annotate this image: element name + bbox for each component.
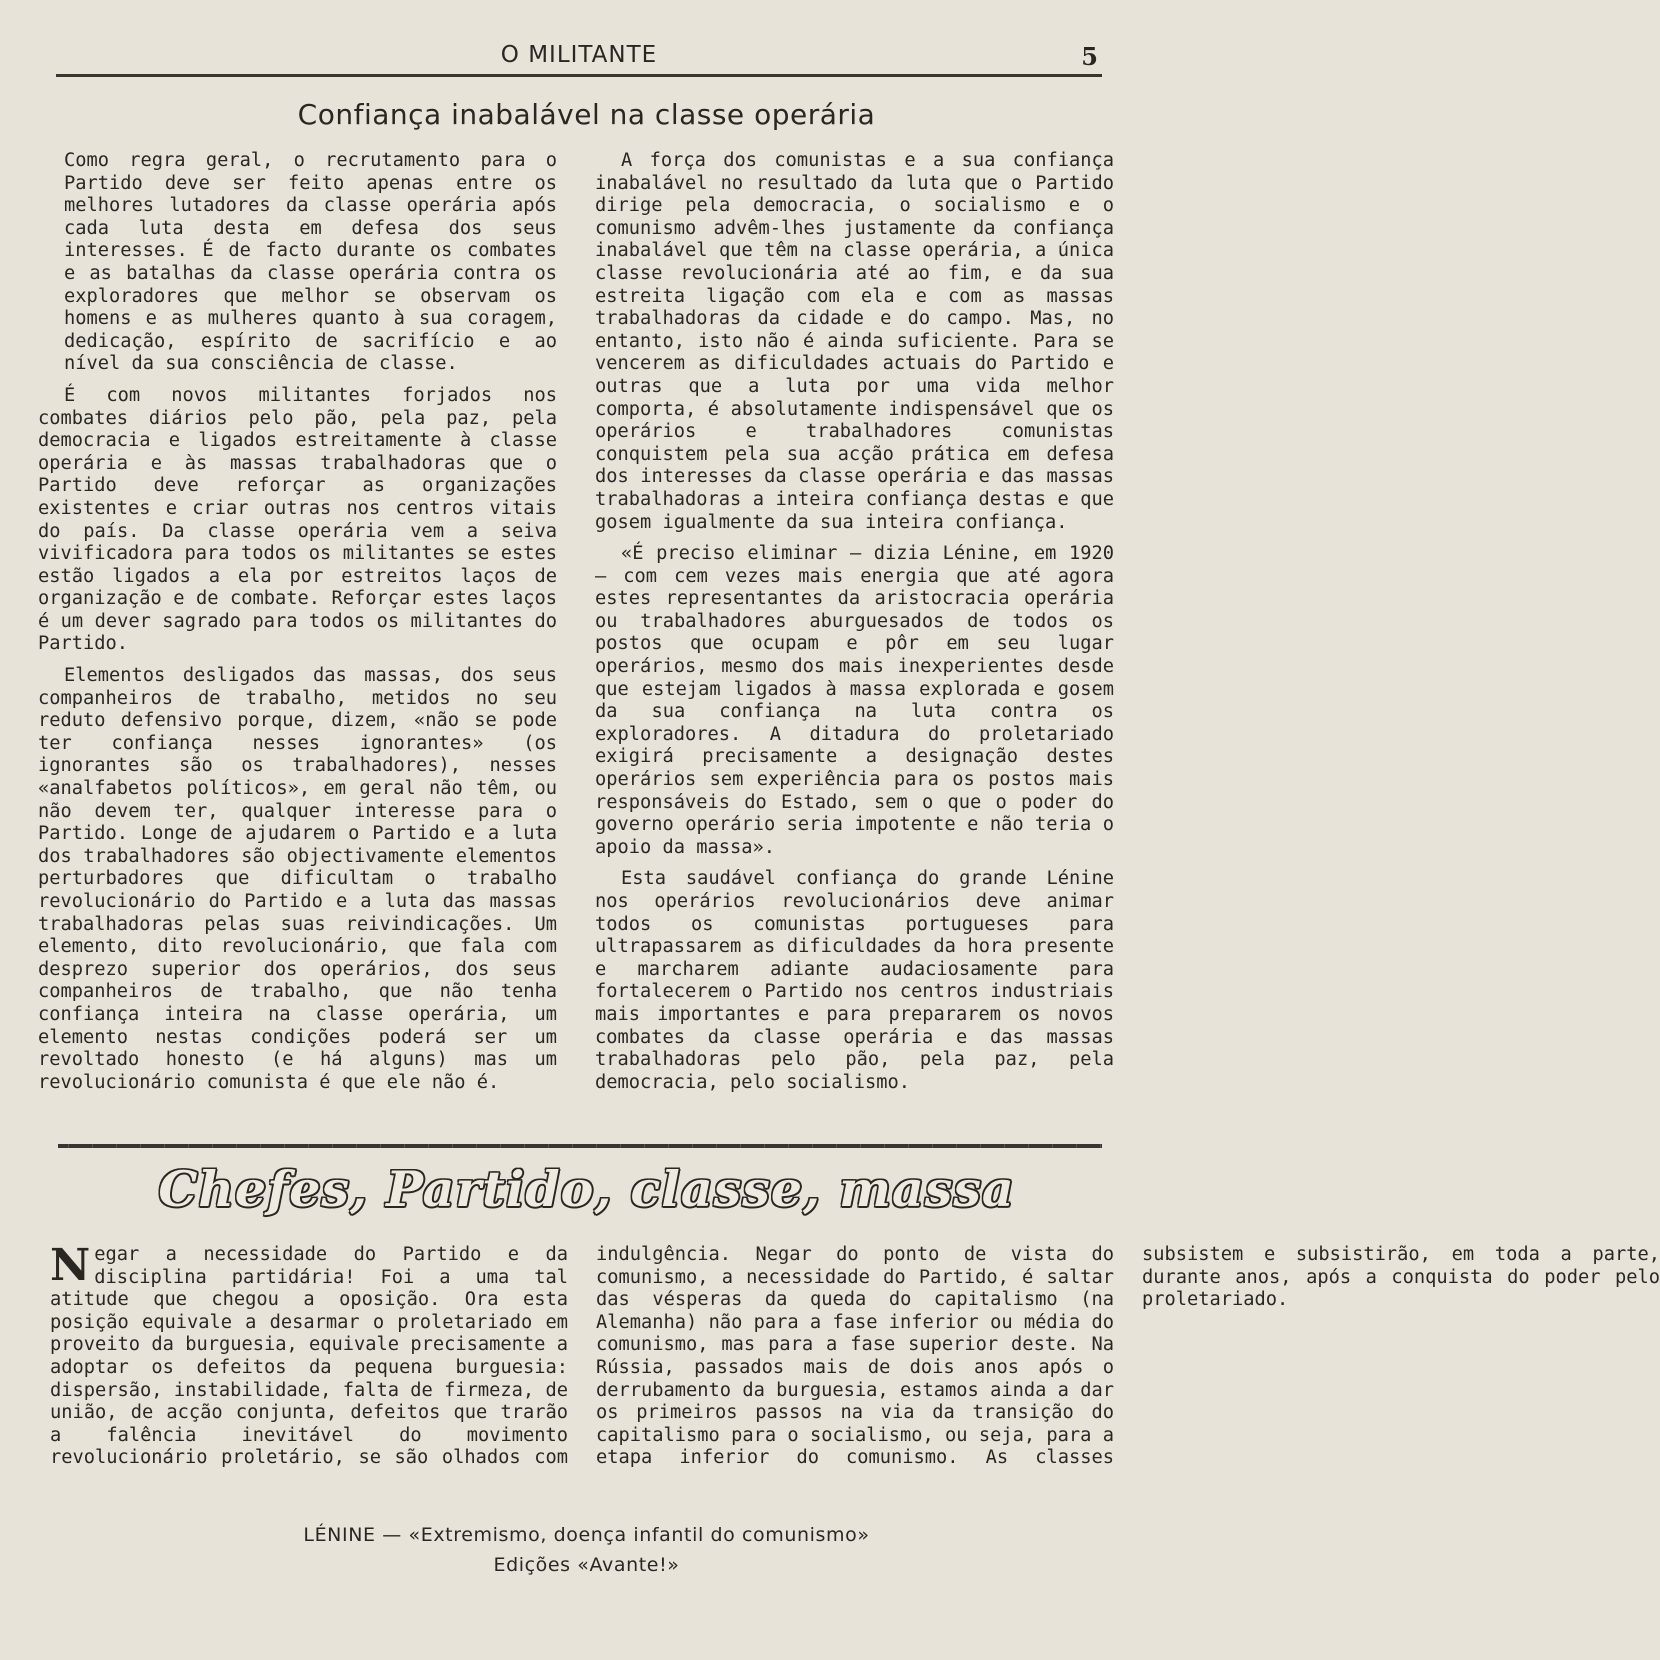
running-head: [56, 40, 1102, 77]
source-citation: [0, 1524, 1173, 1576]
article-1-paragraph: É com novos militantes forjados nos combates diários pelo pão, pela paz, pela democracia e ligados estreitamente à classe operária e às massas trabalhadoras que o Partido deve reforçar as organizações existentes e criar outras nos centros vitais do país. Da classe operária vem a seiva vivificadora para todos os militantes se estes estão ligados a ela por estreitos laços de organização e de combate. Reforçar estes laços é um dever sagrado para todos os militantes do Partido.: [38, 384, 557, 655]
source-publisher: Edições «Avante!»: [493, 1554, 680, 1576]
article-2-text: egar a necessidade do Partido e da disciplina partidária! Foi a uma tal atitude que chegou a oposição. Ora esta posição equivale a desarmar o proletariado em proveito da burguesia, equivale precisamente a adoptar os defeitos da pequena burguesia: dispersão, instabilidade, falta de firmeza, de união, de acção conjunta, defeitos que trarão a falência inevitável do movimento revolucionário proletário, se são olhados com indulgência. Negar do ponto de vista do comunismo, a necessidade do Partido, é saltar das vésperas da queda do capitalismo (na Alemanha) não para a fase inferior ou média do comunismo, mas para a fase superior deste. Na Rússia, passados mais de dois anos após o derrubamento da burguesia, estamos ainda a dar os primeiros passos na via da transição do capitalismo para o socialismo, ou seja, para a etapa inferior do comunismo. As classes subsistem e subsistirão, em toda a parte, durante anos, após a conquista do poder pelo proletariado.: [50, 1244, 1660, 1469]
article-1-body: [38, 150, 1114, 1140]
article-2-headline: Chefes, Partido, classe, massa: [158, 1160, 1015, 1218]
running-title: O MILITANTE: [500, 42, 658, 68]
source-author-title: LÉNINE — «Extremismo, doença infantil do comunismo»: [303, 1524, 870, 1546]
page-number: 5: [1081, 42, 1098, 71]
drop-cap: N: [50, 1240, 91, 1291]
article-1-paragraph: Elementos desligados das massas, dos seus companheiros de trabalho, metidos no seu reduto defensivo porque, dizem, «não se pode ter confiança nesses ignorantes» (os ignorantes são os trabalhadores), nesses «analfabetos políticos», em geral não têm, ou não devem ter, qualquer interesse para o Partido. Longe de ajudarem o Partido e a luta dos trabalhadores são objectivamente elementos perturbadores que dificultam o trabalho revolucionário do Partido e a luta das massas trabalhadoras pelas suas reivindicações. Um elemento, dito revolucionário, que fala com desprezo superior dos operários, dos seus companheiros de trabalho, que não tenha confiança inteira na classe operária, um elemento nestas condições poderá ser um revoltado honesto (e há alguns) mas um revolucionário comunista é que ele não é.: [38, 665, 557, 1093]
article-1-paragraph: A força dos comunistas e a sua confiança inabalável no resultado da luta que o Partido dirige pela democracia, o socialismo e o comunismo advêm-lhes justamente da confiança inabalável que têm na classe operária, a única classe revolucionária até ao fim, e da sua estreita ligação com ela e com as massas trabalhadoras da cidade e do campo. Mas, no entanto, isto não é ainda suficiente. Para se vencerem as dificuldades actuais do Partido e outras que a luta por uma vida melhor comporta, é absolutamente indispensável que os operários e trabalhadores comunistas conquistem pela sua acção prática em defesa dos interesses da classe operária e das massas trabalhadoras a inteira confiança destas e que gosem igualmente da sua inteira confiança.: [595, 150, 1114, 533]
article-1-paragraph: Como regra geral, o recrutamento para o Partido deve ser feito apenas entre os melhores lutadores da classe operária após cada luta desta em defesa dos seus interesses. É de facto durante os combates e as batalhas da classe operária contra os exploradores que melhor se observam os homens e as mulheres quanto à sua coragem, dedicação, espírito de sacrifício e ao nível da sua consciência de classe.: [64, 150, 557, 375]
article-2-paragraph: [50, 1240, 1660, 1478]
article-2-body: [50, 1240, 1660, 1478]
article-1-paragraph: «É preciso eliminar — dizia Lénine, em 1920 — com cem vezes mais energia que até agora estes representantes da aristocracia operária ou trabalhadores aburguesados de todos os postos que ocupam e pôr em seu lugar operários, mesmo dos mais inexperientes desde que estejam ligados à massa explorada e gosem da sua confiança na luta contra os exploradores. A ditadura do proletariado exigirá precisamente a designação destes operários sem experiência para os postos mais responsáveis do Estado, sem o que o poder do governo operário seria impotente e não teria o apoio da massa».: [595, 543, 1114, 858]
section-divider: [58, 1144, 1102, 1148]
article-1-paragraph: Esta saudável confiança do grande Lénine nos operários revolucionários deve animar todos os comunistas portugueses para ultrapassarem as dificuldades da hora presente e marcharem adiante audaciosamente para fortalecerem o Partido nos centros industriais mais importantes e para prepararem os novos combates da classe operária e das massas trabalhadoras pelo pão, pela paz, pela democracia, pelo socialismo.: [595, 868, 1114, 1093]
article-1-headline: Confiança inabalável na classe operária: [297, 98, 876, 131]
